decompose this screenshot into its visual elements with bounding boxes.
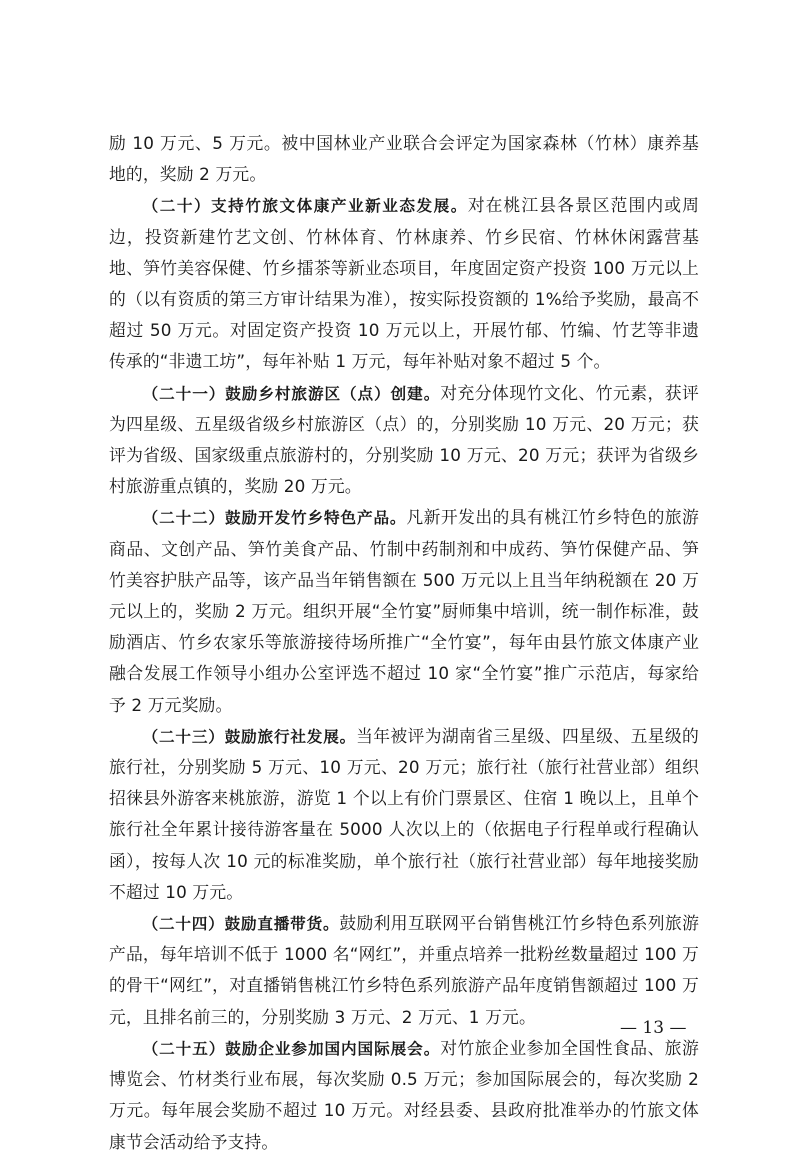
paragraph-21 bbox=[109, 378, 699, 503]
paragraph-heading: （二十三）鼓励旅行社发展。 bbox=[142, 726, 357, 746]
paragraph-23 bbox=[109, 721, 699, 908]
paragraph-heading: （二十）支持竹旅文体康产业新业态发展。 bbox=[142, 196, 468, 216]
paragraph-text: 凡新开发出的具有桃江竹乡特色的旅游商品、文创产品、笋竹美食产品、竹制中药制剂和中成药、笋竹保健产品、笋竹美容护肤产品等，该产品当年销售额在 500 万元以上且当年纳税额在 20 万元以上的，奖励 2 万元。组织开展“全竹宴”厨师集中培训，统一制作标准，鼓励酒店、竹乡农家乐等旅游接待场所推广“全竹宴”，每年由县竹旅文体康产业融合发展工作领导小组办公室评选不超过 10 家“全竹宴”推广示范店，每家给予 2 万元奖励。 bbox=[109, 507, 699, 715]
paragraph-text: 对竹旅企业参加全国性食品、旅游博览会、竹材类行业布展，每次奖励 0.5 万元；参加国际展会的，每次奖励 2 万元。每年展会奖励不超过 10 万元。对经县委、县政府批准举办的竹旅文体康节会活动给予支持。 bbox=[109, 1037, 699, 1152]
paragraph-text: 对充分体现竹文化、竹元素，获评为四星级、五星级省级乡村旅游区（点）的，分别奖励 10 万元、20 万元；获评为省级、国家级重点旅游村的，分别奖励 10 万元、20 万元；获评为省级乡村旅游重点镇的，奖励 20 万元。 bbox=[109, 382, 699, 497]
paragraph-text: 当年被评为湖南省三星级、四星级、五星级的旅行社，分别奖励 5 万元、10 万元、20 万元；旅行社（旅行社营业部）组织招徕县外游客来桃旅游，游览 1 个以上有价门票景区、住宿 1 晚以上，且单个旅行社全年累计接待游客量在 5000 人次以上的（依据电子行程单或行程确认函），按每人次 10 元的标准奖励，单个旅行社（旅行社营业部）每年地接奖励不超过 10 万元。 bbox=[109, 725, 699, 902]
paragraph-heading: （二十二）鼓励开发竹乡特色产品。 bbox=[142, 508, 407, 528]
paragraph-24 bbox=[109, 908, 699, 1033]
paragraph-text: 对在桃江县各景区范围内或周边，投资新建竹艺文创、竹林体育、竹林康养、竹乡民宿、竹林休闲露营基地、笋竹美容保健、竹乡擂茶等新业态项目，年度固定资产投资 100 万元以上的（以有资质的第三方审计结果为准），按实际投资额的 1%给予奖励，最高不超过 50 万元。对固定资产投资 10 万元以上，开展竹郁、竹编、竹艺等非遗传承的“非遗工坊”，每年补贴 1 万元，每年补贴对象不超过 5 个。 bbox=[109, 195, 699, 372]
paragraph-text: 励 10 万元、5 万元。被中国林业产业联合会评定为国家森林（竹林）康养基地的，奖励 2 万元。 bbox=[109, 133, 699, 185]
paragraph-heading: （二十一）鼓励乡村旅游区（点）创建。 bbox=[142, 383, 441, 403]
paragraph-22 bbox=[109, 502, 699, 720]
paragraph-25 bbox=[109, 1033, 699, 1158]
document-body bbox=[109, 128, 699, 1158]
paragraph-text: 鼓励利用互联网平台销售桃江竹乡特色系列旅游产品，每年培训不低于 1000 名“网红”，并重点培养一批粉丝数量超过 100 万的骨干“网红”，对直播销售桃江竹乡特色系列旅游产品年度销售额超过 100 万元，且排名前三的，分别奖励 3 万元、2 万元、1 万元。 bbox=[109, 913, 700, 1027]
paragraph-20 bbox=[109, 190, 699, 377]
page-number: — 13 — bbox=[620, 1018, 687, 1038]
paragraph-0 bbox=[109, 128, 699, 190]
paragraph-heading: （二十四）鼓励直播带货。 bbox=[142, 914, 340, 934]
paragraph-heading: （二十五）鼓励企业参加国内国际展会。 bbox=[142, 1038, 441, 1058]
